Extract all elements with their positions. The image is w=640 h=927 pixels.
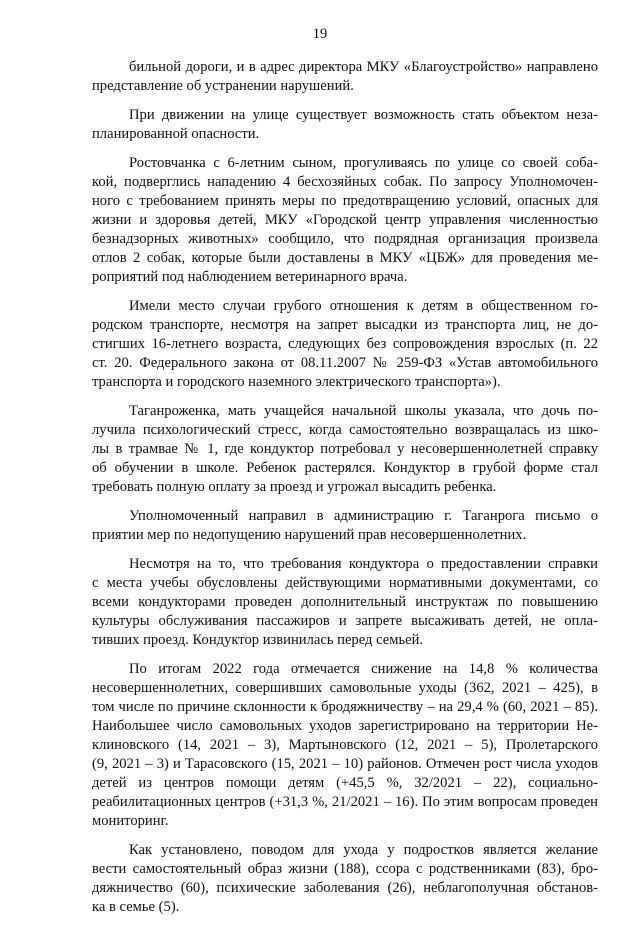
text-line: стигших 16-летнего возраста, следующих без сопровождения взрослых (п. 22 [92, 336, 598, 352]
text-line: приятии мер по недопущению нарушений прав несовершеннолетних. [92, 527, 527, 543]
text-line: об обучении в школе. Ребенок растерялся. Кондуктор в грубой форме стал [92, 460, 598, 476]
paragraph [92, 660, 598, 831]
paragraph [92, 402, 598, 497]
text-line: с места учебы обусловлены действующими нормативными документами, со [92, 575, 598, 591]
text-line: лучила психологический стресс, когда самостоятельно возвращалась из шко- [92, 422, 598, 438]
text-line: Наибольшее число самовольных уходов зарегистрировано на территории Не- [92, 718, 598, 734]
text-line: родском транспорте, несмотря на запрет высадки из транспорта лиц, не до- [92, 317, 598, 333]
paragraph [92, 555, 598, 650]
text-line: требовать полную оплату за проезд и угрожал высадить ребенка. [92, 479, 497, 495]
text-line: лы в трамвае № 1, где кондуктор потребовал у несовершеннолетней справку [92, 441, 598, 457]
text-line: жизни и здоровья детей, МКУ «Городской центр управления численностью [92, 212, 598, 228]
text-line: несовершеннолетних, совершивших самовольные уходы (362, 2021 – 425), в [92, 680, 598, 696]
text-line: представление об устранении нарушений. [92, 78, 354, 94]
page-number: 19 [312, 26, 328, 42]
text-line: Как установлено, поводом для ухода у подростков является желание [129, 842, 598, 858]
text-line: ка в семье (5). [92, 899, 180, 915]
paragraph [92, 58, 598, 96]
text-line: (9, 2021 – 3) и Тарасовского (15, 2021 – 10) районов. Отмечен рост числа уходов [92, 756, 598, 772]
paragraph [92, 507, 598, 545]
text-line: ного с требованием принять меры по предотвращению условий, опасных для [92, 193, 598, 209]
text-line: Несмотря на то, что требования кондуктора о предоставлении справки [129, 556, 598, 572]
text-line: Уполномоченный направил в администрацию г. Таганрога письмо о [129, 508, 598, 524]
paragraph [92, 106, 598, 144]
text-line: При движении на улице существует возможность стать объектом неза- [129, 107, 598, 123]
text-line: планированной опасности. [92, 126, 260, 142]
text-line: реабилитационных центров (+31,3 %, 21/2021 – 16). По этим вопросам проведен [92, 794, 598, 810]
text-line: отлов 2 собак, которые были доставлены в МКУ «ЦБЖ» для проведения ме- [92, 250, 598, 266]
text-line: культуры обслуживания пассажиров и запрете высаживать детей, не опла- [92, 613, 598, 629]
text-line: Таганроженка, мать учащейся начальной школы указала, что дочь по- [129, 403, 598, 419]
text-line: тивших проезд. Кондуктор извинилась перед семьей. [92, 632, 424, 648]
text-line: транспорта и городского наземного электрического транспорта»). [92, 374, 501, 390]
text-line: том числе по причине склонности к бродяжничеству – на 29,4 % (60, 2021 – 85). [92, 699, 598, 715]
text-line: бильной дороги, и в адрес директора МКУ «Благоустройство» направлено [129, 59, 598, 75]
paragraph [92, 154, 598, 287]
text-line: роприятий под наблюдением ветеринарного врача. [92, 269, 408, 285]
paragraph [92, 297, 598, 392]
text-line: мониторинг. [92, 813, 169, 829]
text-line: Имели место случаи грубого отношения к детям в общественном го- [129, 298, 598, 314]
text-line: безнадзорных животных» сообщило, что подрядная организация произвела [92, 231, 598, 247]
text-line: детей из центров помощи детям (+45,5 %, 32/2021 – 22), социально- [92, 775, 598, 791]
text-line: кой, подверглись нападению 4 бесхозяйных собак. По запросу Уполномочен- [92, 174, 598, 190]
text-line: дяжничество (60), психические заболевания (26), неблагополучная обстанов- [92, 880, 598, 896]
text-line: По итогам 2022 года отмечается снижение на 14,8 % количества [129, 661, 598, 677]
text-line: всеми кондукторами проведен дополнительный инструктаж по повышению [92, 594, 598, 610]
text-line: Ростовчанка с 6-летним сыном, прогуливаясь по улице со своей соба- [129, 155, 598, 171]
text-line: клиновского (14, 2021 – 3), Мартыновского (12, 2021 – 5), Пролетарского [92, 737, 598, 753]
text-line: ст. 20. Федерального закона от 08.11.2007 № 259-ФЗ «Устав автомобильного [92, 355, 598, 371]
document-body [92, 58, 598, 927]
text-line: вести самостоятельный образ жизни (188), ссора с родственниками (83), бро- [92, 861, 598, 877]
